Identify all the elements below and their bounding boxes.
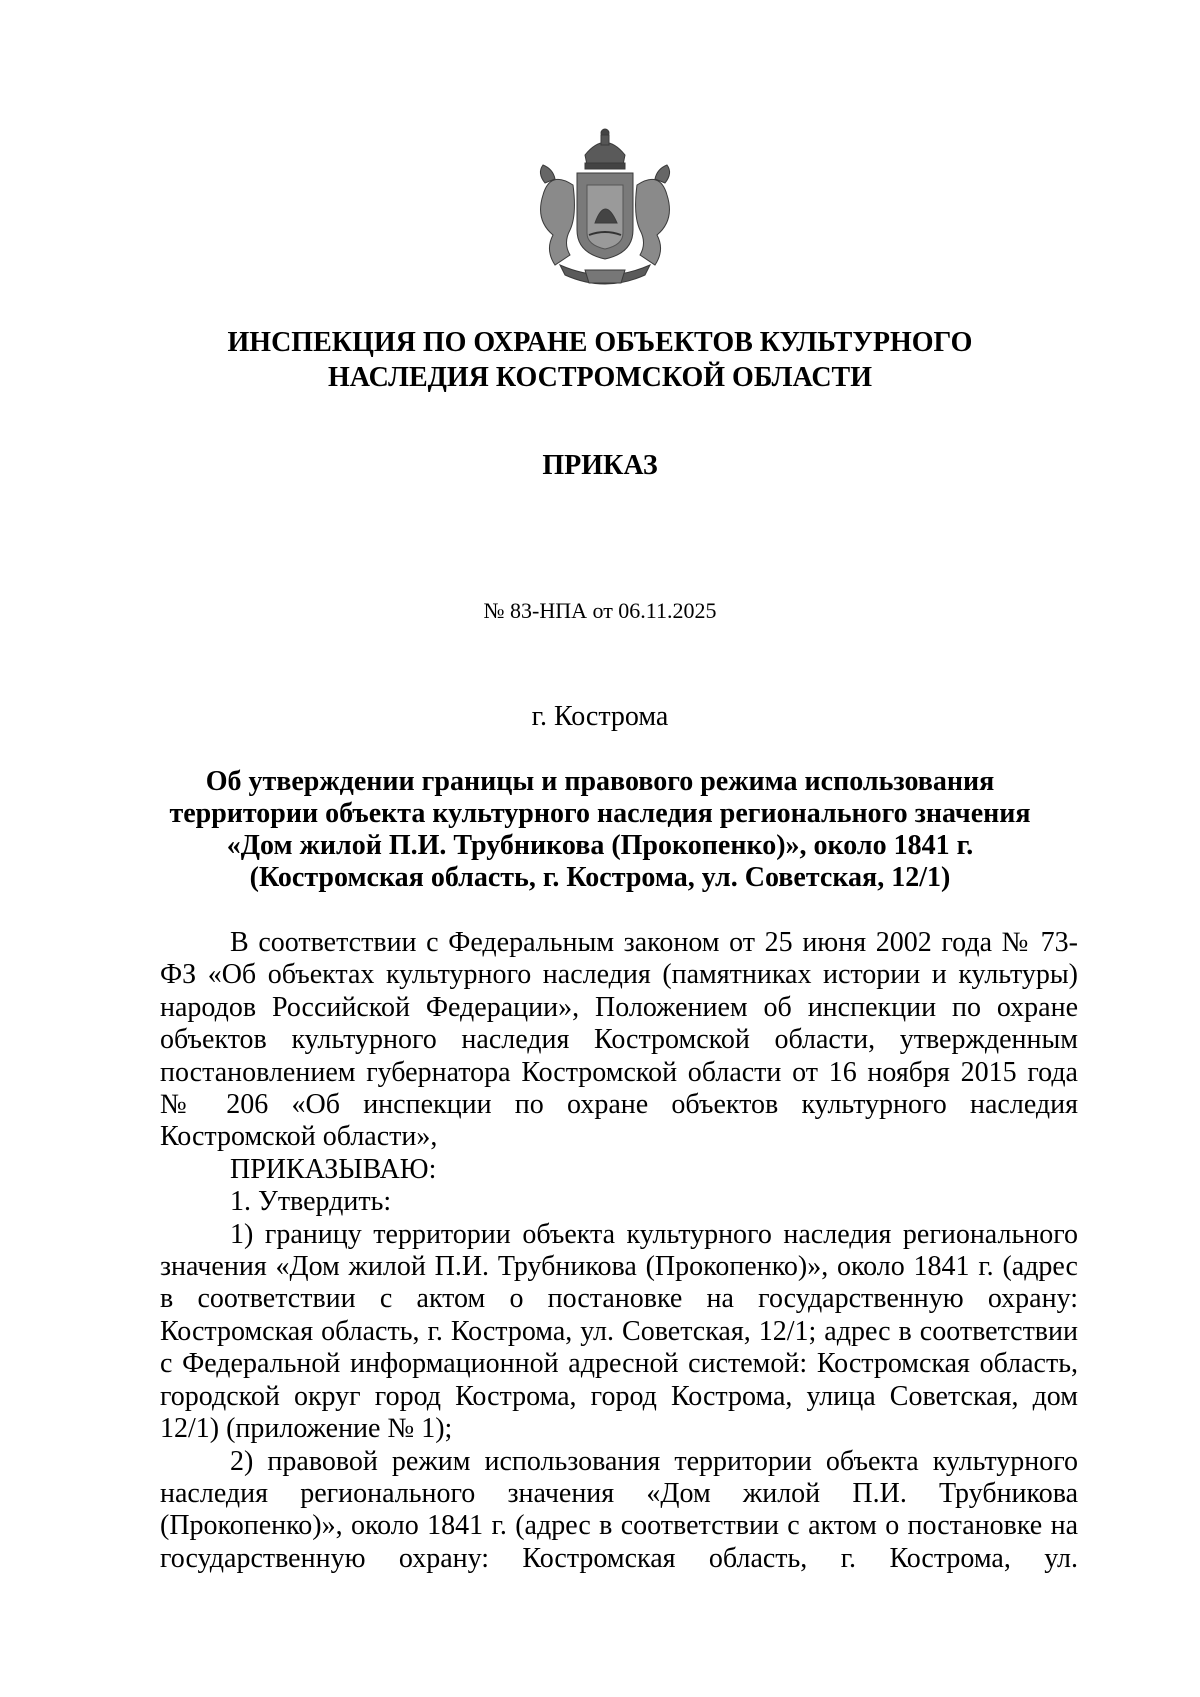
document-number-date: № 83-НПА от 06.11.2025 — [483, 598, 717, 623]
coat-of-arms-icon — [515, 125, 695, 293]
organization-title-line1: ИНСПЕКЦИЯ ПО ОХРАНЕ ОБЪЕКТОВ КУЛЬТУРНОГО — [227, 327, 973, 358]
subject-line4: (Костромская область, г. Кострома, ул. Советская, 12/1) — [249, 862, 951, 893]
subject-line2: территории объекта культурного наследия регионального значения — [169, 798, 1031, 829]
document-body — [160, 927, 1078, 1575]
item-1-2: 2) правовой режим использования территории объекта культурного наследия регионального значения «Дом жилой П.И. Трубникова (Прокопенко)», около 1841 г. (адрес в соответствии с актом о постановке на государственную охрану: Костромская область, г. Кострома, ул. — [160, 1445, 1078, 1574]
item-1: 1. Утвердить: — [230, 1186, 392, 1218]
item-1-1: 1) границу территории объекта культурного наследия регионального значения «Дом жилой П.И. Трубникова (Прокопенко)», около 1841 г. (адрес в соответствии с актом о постановке на государственную охрану: Костромская область, г. Кострома, ул. Советская, 12/1; адрес в соответствии с Федеральной информационной адресной системой: Костромская область, городской округ город Кострома, город Кострома, улица Советская, дом 12/1) (приложение № 1); — [160, 1218, 1078, 1445]
subject-line3: «Дом жилой П.И. Трубникова (Прокопенко)», около 1841 г. — [226, 830, 974, 861]
document-type: ПРИКАЗ — [542, 450, 658, 481]
organization-title — [120, 325, 1080, 395]
document-city: г. Кострома — [531, 701, 669, 732]
preamble-paragraph: В соответствии с Федеральным законом от 25 июня 2002 года № 73-ФЗ «Об объектах культурного наследия (памятниках истории и культуры) народов Российской Федерации», Положением об инспекции по охране объектов культурного наследия Костромской области, утвержденным постановлением губернатора Костромской области от 16 ноября 2015 года № 206 «Об инспекции по охране объектов культурного наследия Костромской области», — [160, 927, 1078, 1153]
document-subject — [160, 766, 1040, 894]
organization-title-line2: НАСЛЕДИЯ КОСТРОМСКОЙ ОБЛАСТИ — [327, 362, 873, 393]
subject-line1: Об утверждении границы и правового режима использования — [205, 766, 995, 797]
order-word: ПРИКАЗЫВАЮ: — [230, 1153, 437, 1185]
